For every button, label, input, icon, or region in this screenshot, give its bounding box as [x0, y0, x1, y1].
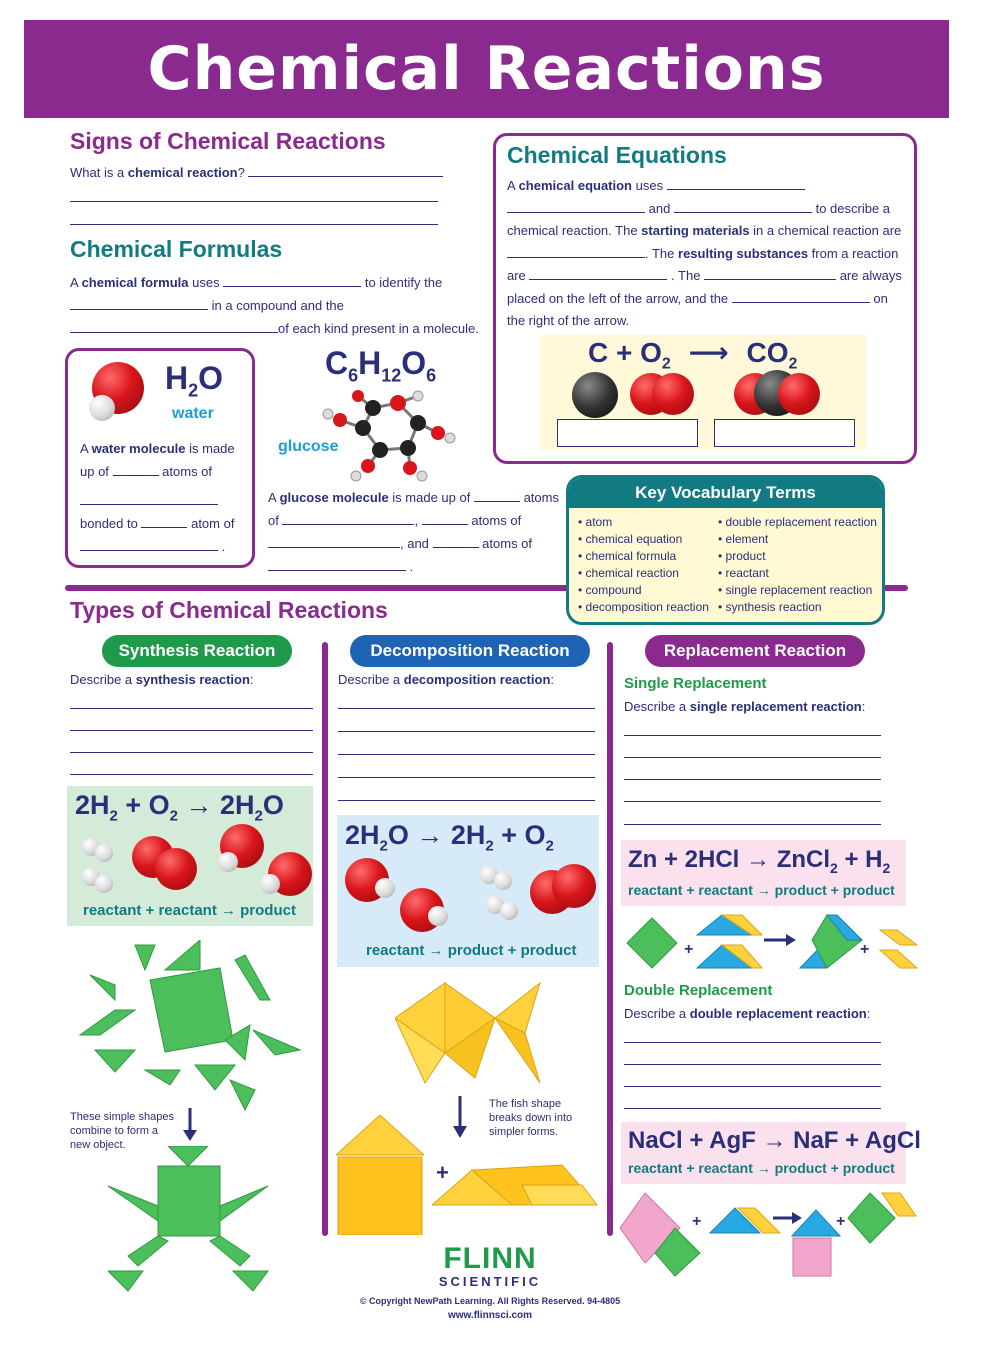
glucose-p2: is made up of [388, 490, 471, 505]
glucose-o-sub: 6 [426, 365, 437, 386]
water-p7: . [221, 539, 226, 554]
triangle-shape [165, 940, 200, 970]
oxygen-atom [352, 390, 364, 402]
vocab-item: • product [718, 549, 766, 563]
parallelogram-shape [108, 1186, 158, 1221]
single-eq-sub: 2 [830, 859, 838, 876]
eq-l5c: are always [839, 268, 902, 283]
answer-line[interactable] [624, 1086, 881, 1087]
glucose-molecule-model [318, 388, 458, 483]
answer-line[interactable] [624, 757, 881, 758]
syn-eq-part: → 2H [177, 790, 255, 820]
signs-heading: Signs of Chemical Reactions [70, 128, 386, 154]
eq-l7: the right of the arrow. [507, 313, 630, 328]
formulas-t4: in a compound and the [211, 298, 344, 313]
carbon-atom [572, 372, 618, 418]
answer-blank[interactable] [141, 514, 187, 528]
glucose-label: glucose [278, 438, 339, 455]
scattered-shapes-illustration [75, 940, 310, 1115]
decomposition-note: The fish shape breaks down into simpler forms. [489, 1098, 573, 1138]
signs-q-prefix: What is a [70, 165, 128, 180]
synthesis-pill: Synthesis Reaction [102, 635, 292, 667]
synthesis-label: reactant + reactant → product [83, 902, 296, 919]
answer-line[interactable] [70, 201, 438, 202]
vocab-box [566, 475, 885, 625]
signs-section [70, 128, 490, 184]
syn-desc-b: synthesis reaction [135, 672, 250, 687]
column-divider [607, 642, 613, 1236]
eq-right-sub: 2 [788, 355, 798, 373]
glucose-p7: , and [400, 536, 429, 551]
single-eq-sub: 2 [882, 859, 891, 876]
hydrogen-atom [428, 906, 448, 926]
triangle-shape [90, 975, 115, 1000]
glucose-p1: A [268, 490, 280, 505]
double-replacement-label: reactant + reactant → product + product [628, 1160, 895, 1176]
glucose-h-sub: 12 [381, 365, 402, 386]
triangle-shape [792, 1210, 840, 1236]
answer-line[interactable] [624, 824, 881, 825]
glucose-o: O [401, 345, 427, 381]
vocab-item: • chemical equation [578, 532, 683, 546]
answer-blank[interactable] [248, 163, 443, 177]
answer-line[interactable] [338, 754, 595, 755]
answer-line[interactable] [338, 731, 595, 732]
water-label: water [172, 405, 214, 422]
square-shape [158, 1166, 220, 1236]
replacement-pill: Replacement Reaction [645, 635, 865, 667]
frog-shape-illustration [108, 1146, 270, 1292]
answer-line[interactable] [70, 708, 313, 709]
eq-l1a: A [507, 178, 519, 193]
vocab-item: • synthesis reaction [718, 600, 822, 614]
syn-eq-sub: 2 [254, 807, 263, 825]
answer-blank[interactable] [268, 557, 406, 571]
answer-blank[interactable] [529, 266, 667, 280]
signs-q-suffix: ? [237, 165, 245, 180]
syn-desc-c: : [249, 672, 254, 687]
double-desc-c: : [866, 1006, 871, 1021]
plus-icon: + [692, 1213, 702, 1230]
water-p5: bonded to [80, 516, 138, 531]
triangle-shape [95, 1050, 135, 1072]
answer-blank[interactable] [422, 511, 468, 525]
glucose-p9: . [409, 559, 414, 574]
single-describe [624, 695, 865, 718]
reactants-answer-box[interactable] [557, 419, 698, 447]
water-p3: up of [80, 464, 109, 479]
oxygen-atom [390, 395, 406, 411]
triangle-shape [168, 1146, 208, 1166]
decomposition-equation [345, 820, 554, 854]
glucose-p3: atoms [523, 490, 559, 505]
glucose-p4: of [268, 513, 279, 528]
equations-heading: Chemical Equations [507, 142, 727, 168]
vocab-heading: Key Vocabulary Terms [569, 478, 882, 508]
flinn-brand: FLINN [443, 1242, 537, 1275]
dec-eq-part: O → 2H [387, 820, 486, 850]
answer-blank[interactable] [667, 176, 805, 190]
glucose-text [268, 486, 563, 578]
single-replacement-equation [628, 846, 890, 876]
answer-blank[interactable] [507, 244, 645, 258]
syn-eq-part: O [262, 790, 284, 820]
oxygen-atom [333, 413, 347, 427]
water-formula-o: O [198, 360, 224, 396]
hydrogen-atom [260, 874, 280, 894]
single-eq-part: Zn + 2HCl → ZnCl [628, 846, 831, 873]
hydrogen-atom [95, 844, 113, 862]
answer-blank[interactable] [80, 537, 218, 551]
square-shape [150, 968, 233, 1052]
answer-line[interactable] [70, 224, 438, 225]
vocab-list [569, 508, 882, 616]
triangle-shape [195, 1065, 235, 1090]
parallelogram-shape [235, 955, 270, 1000]
single-replacement-shapes [622, 910, 920, 972]
dec-desc-a: Describe a [338, 672, 404, 687]
signs-q-bold: chemical reaction [127, 165, 238, 180]
water-formula-sub: 2 [188, 380, 199, 401]
hydrogen-atom [218, 852, 238, 872]
answer-blank[interactable] [223, 273, 361, 287]
dec-eq-part: + O [493, 820, 546, 850]
plus-icon: + [836, 1213, 846, 1230]
water-p1b: water molecule [91, 441, 186, 456]
double-describe [624, 1002, 870, 1025]
equations-section [507, 142, 907, 333]
vocab-col2 [718, 514, 877, 616]
eq-l1b: chemical equation [518, 178, 632, 193]
water-p6: atom of [191, 516, 235, 531]
dec-desc-b: decomposition reaction [403, 672, 551, 687]
vocab-item: • double replacement reaction [718, 515, 877, 529]
vocab-col1 [578, 514, 718, 616]
syn-eq-part: + O [117, 790, 170, 820]
formulas-text [70, 271, 500, 340]
hydrogen-atom [413, 391, 423, 401]
dec-eq-sub: 2 [485, 837, 494, 855]
single-replacement-heading: Single Replacement [624, 675, 767, 692]
hydrogen-atom [375, 878, 395, 898]
glucose-p8: atoms of [482, 536, 533, 551]
vocab-item: • single replacement reaction [718, 583, 873, 597]
hydrogen-atom [445, 433, 455, 443]
flinn-brand-sub: SCIENTIFIC [438, 1274, 542, 1289]
carbon-atom [372, 442, 388, 458]
single-eq-part: + H [837, 846, 883, 873]
oxygen-atom [361, 459, 375, 473]
title-banner [24, 20, 949, 118]
answer-blank[interactable] [113, 462, 159, 476]
double-desc-b: double replacement reaction [689, 1006, 867, 1021]
single-desc-c: : [861, 699, 866, 714]
down-arrow-icon [451, 1096, 469, 1140]
house-shape-illustration [336, 1115, 424, 1235]
eq-l4a: . The [645, 245, 679, 261]
carbon-atom [410, 415, 426, 431]
eq-l4b: resulting substances [678, 245, 809, 261]
eq-arrow: ⟶ [688, 337, 729, 368]
types-heading: Types of Chemical Reactions [70, 597, 388, 623]
carbon-atom [355, 420, 371, 436]
eq-l3c: in a chemical reaction are [749, 223, 902, 238]
square-shape [627, 918, 677, 968]
parallelogram-shape [522, 1185, 597, 1205]
glucose-formula [325, 345, 436, 386]
equations-text [507, 175, 907, 333]
oxygen-atom [652, 373, 694, 415]
c-o2-equation [588, 336, 797, 374]
glucose-p1b: glucose molecule [279, 490, 389, 505]
water-formula [165, 360, 223, 401]
parallelogram-shape [210, 1236, 250, 1266]
hydrogen-atom [89, 395, 115, 421]
answer-line[interactable] [624, 801, 881, 802]
answer-blank[interactable] [674, 199, 812, 213]
single-replacement-label: reactant + reactant → product + product [628, 882, 895, 898]
triangle-shape [253, 1030, 300, 1055]
water-p1: A [80, 441, 92, 456]
synthesis-equation [75, 790, 284, 824]
parallelogram-shape [80, 1010, 135, 1035]
glucose-h: H [358, 345, 382, 381]
vocab-item: • compound [578, 583, 642, 597]
square-shape [793, 1238, 831, 1276]
vocab-item: • atom [578, 515, 613, 529]
product-answer-box[interactable] [714, 419, 855, 447]
oxygen-atom [552, 864, 596, 908]
answer-blank[interactable] [704, 266, 836, 280]
dec-eq-part: 2H [345, 820, 380, 850]
triangle-shape [230, 1080, 255, 1110]
arrow-head-icon [786, 934, 796, 946]
eq-left: C + O [588, 337, 662, 368]
oxygen-atom [431, 426, 445, 440]
signs-question [70, 161, 490, 184]
oxygen-atom [778, 373, 820, 415]
shapes-pile-illustration [432, 1160, 602, 1210]
vocab-item: • decomposition reaction [578, 600, 709, 614]
decomposition-pill: Decomposition Reaction [350, 635, 590, 667]
down-arrow-icon [181, 1108, 199, 1142]
hydrogen-atom [500, 902, 518, 920]
answer-blank[interactable] [282, 511, 414, 525]
single-desc-a: Describe a [624, 699, 690, 714]
water-formula-h: H [165, 360, 189, 396]
carbon-atom [365, 400, 381, 416]
glucose-p5: , [414, 513, 419, 528]
formulas-t5: of each kind present in a molecule. [278, 321, 479, 336]
answer-blank[interactable] [732, 289, 870, 303]
hydrogen-atom [323, 409, 333, 419]
answer-line[interactable] [338, 708, 595, 709]
flinn-logo [420, 1244, 560, 1289]
glucose-c: C [325, 345, 349, 381]
parallelogram-shape [128, 1236, 168, 1266]
answer-line[interactable] [338, 800, 595, 801]
answer-blank[interactable] [433, 534, 479, 548]
hydrogen-atom [351, 471, 361, 481]
answer-line[interactable] [70, 730, 313, 731]
answer-line[interactable] [338, 777, 595, 778]
answer-line[interactable] [624, 1064, 881, 1065]
triangle-shape [135, 945, 155, 970]
water-p2: is made [185, 441, 235, 456]
glucose-c-sub: 6 [348, 365, 359, 386]
double-replacement-equation: NaCl + AgF → NaF + AgCl [628, 1127, 921, 1154]
water-text [80, 437, 250, 558]
answer-blank[interactable] [268, 534, 400, 548]
answer-blank[interactable] [474, 488, 520, 502]
parallelogram-shape [880, 930, 917, 945]
eq-left-sub: 2 [661, 355, 671, 373]
answer-line[interactable] [624, 1108, 881, 1109]
hydrogen-atom [494, 872, 512, 890]
formulas-section [70, 236, 500, 340]
eq-l4c: from a reaction [808, 245, 899, 261]
oxygen-atom [403, 461, 417, 475]
plus-icon: + [436, 1160, 449, 1185]
eq-l5a: are [507, 268, 526, 283]
vocab-item: • reactant [718, 566, 769, 580]
syn-eq-sub: 2 [109, 807, 118, 825]
answer-line[interactable] [624, 779, 881, 780]
eq-l3b: starting materials [641, 223, 750, 238]
formulas-t2: uses [188, 275, 220, 290]
fish-shape-illustration [395, 978, 545, 1090]
synthesis-note: These simple shapes combine to form a new object. [70, 1111, 174, 1151]
triangle-shape [336, 1115, 424, 1155]
formulas-heading: Chemical Formulas [70, 236, 283, 262]
plus-icon: + [860, 941, 870, 958]
parallelogram-shape [220, 1186, 268, 1221]
decomposition-label: reactant → product + product [366, 942, 577, 959]
glucose-p6: atoms of [471, 513, 522, 528]
dec-eq-sub: 2 [379, 837, 388, 855]
eq-l6a: placed on the left of the arrow, and the [507, 290, 729, 306]
page-title: Chemical Reactions [147, 34, 826, 104]
plus-icon: + [684, 941, 694, 958]
syn-eq-part: 2H [75, 790, 110, 820]
eq-right: CO [746, 337, 789, 368]
hydrogen-atom [95, 875, 113, 893]
hydrogen-atom [417, 471, 427, 481]
triangle-shape [233, 1271, 268, 1291]
double-replacement-heading: Double Replacement [624, 982, 773, 999]
triangle-shape [145, 1070, 180, 1085]
answer-line[interactable] [70, 774, 313, 775]
water-p4: atoms of [162, 464, 213, 479]
answer-blank[interactable] [70, 296, 208, 310]
eq-l2a: and [648, 200, 671, 216]
dec-desc-c: : [550, 672, 555, 687]
double-desc-a: Describe a [624, 1006, 690, 1021]
vocab-item: • chemical reaction [578, 566, 679, 580]
vocab-item: • chemical formula [578, 549, 677, 563]
column-divider [322, 642, 328, 1236]
syn-desc-a: Describe a [70, 672, 136, 687]
eq-l1c: uses [632, 178, 664, 193]
parallelogram-shape [880, 950, 917, 968]
oxygen-atom [155, 848, 197, 890]
syn-eq-sub: 2 [169, 807, 178, 825]
answer-line[interactable] [70, 752, 313, 753]
answer-line[interactable] [624, 735, 881, 736]
eq-l5b: . The [671, 268, 701, 283]
decomposition-describe [338, 668, 554, 691]
answer-blank[interactable] [80, 491, 218, 505]
synthesis-describe [70, 668, 254, 691]
formulas-t1b: chemical formula [81, 275, 189, 290]
carbon-atom [400, 440, 416, 456]
answer-blank[interactable] [70, 319, 278, 333]
triangle-shape [108, 1271, 143, 1291]
formulas-t3: to identify the [364, 275, 443, 290]
copyright: © Copyright NewPath Learning. All Rights Reserved. 94-4805 [359, 1296, 621, 1306]
answer-blank[interactable] [507, 199, 645, 213]
eq-l6b: on [873, 290, 888, 306]
dec-eq-sub: 2 [545, 837, 554, 855]
eq-l2b: to describe a [815, 200, 891, 216]
square-shape [338, 1157, 422, 1235]
arrow-head-icon [792, 1212, 802, 1224]
double-replacement-shapes [620, 1188, 920, 1280]
vocab-item: • element [718, 532, 769, 546]
formulas-t1: A [70, 275, 82, 290]
answer-line[interactable] [624, 1042, 881, 1043]
footer-url[interactable]: www.flinnsci.com [447, 1310, 533, 1321]
single-desc-b: single replacement reaction [689, 699, 862, 714]
eq-l3a: chemical reaction. The [507, 223, 642, 238]
